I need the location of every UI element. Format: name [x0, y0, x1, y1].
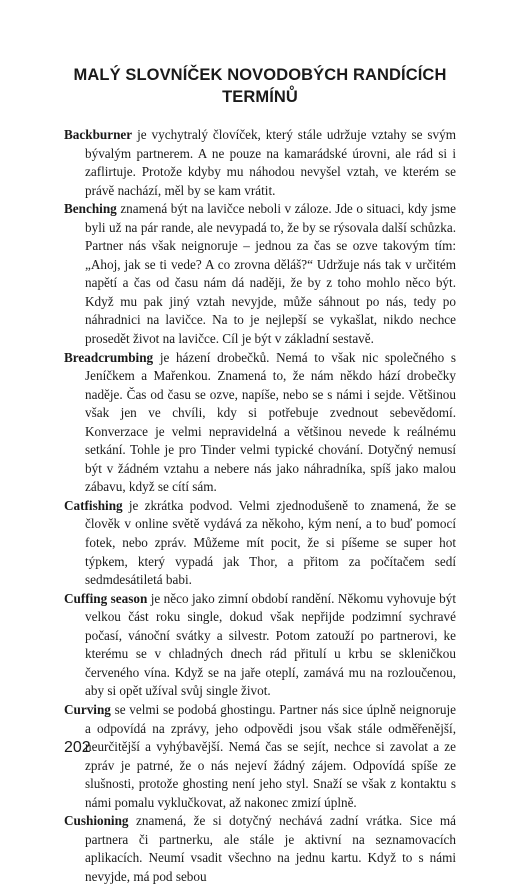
glossary-entry-breadcrumbing [64, 349, 456, 497]
glossary-entry-backburner [64, 126, 456, 200]
glossary-definition: je házení drobečků. Nemá to však nic společného s Jeníčkem a Mařenkou. Znamená to, že nám někdo hází drobečky naděje. Čas od času se ozve, napíše, nebo se s námi i sejde. Většinou však jen ve chvíli, kdy si potřebuje zvednout sebevědomí. Konverzace je velmi nepravidelná a většinou nevede k reálnému setkání. Tohle je pro Tinder velmi typické chování. Dotyčný nemusí být v žádném vztahu a nebere nás jako náhradníka, spíš jako malou zábavu, když se cítí sám. [85, 349, 456, 495]
glossary-term: Benching [64, 201, 117, 217]
glossary-definition: znamená být na lavičce neboli v záloze. Jde o situaci, kdy jsme byli už na pár rande, ale nevypadá to, že by se rýsovala další schůzka. Partner nás však neignoruje – jednou za čas se ozve takovým tím: „Ahoj, jak se ti vede? A co zrovna děláš?“ Udržuje nás tak v určitém napětí a čas od času nám dá naději, že by z toho mohlo něco být. Když mu pak jiný vztah nevyjde, může sáhnout po nás, tedy po náhradnici na lavičce. Na to je nejlepší se vykašlat, nikdo nechce prosedět život na lavičce. Cíl je být v základní sestavě. [85, 201, 456, 347]
glossary-entry-cuffing-season [64, 590, 456, 701]
page-number: 202 [64, 739, 91, 756]
glossary-term: Backburner [64, 127, 133, 142]
glossary-entries [64, 126, 456, 886]
glossary-term: Cuffing season [64, 590, 148, 606]
glossary-entry-curving [64, 701, 456, 812]
glossary-term: Curving [64, 701, 111, 717]
page-title: MALÝ SLOVNÍČEK NOVODOBÝCH RANDÍCÍCH TERMÍNŮ [73, 66, 447, 106]
glossary-definition: znamená, že si dotyčný nechává zadní vrátka. Sice má partnera či partnerku, ale stále je aktivní na seznamovacích aplikacích. Neumí vsadit všechno na jednu kartu. Když to s námi nevyjde, má pod sebou [85, 813, 456, 884]
glossary-definition: je zkrátka podvod. Velmi zjednodušeně to znamená, že se člověk v online světě vydává za někoho, kým není, a to buď pomocí fotek, nebo zpráv. Můžeme mít pocit, že si píšeme se super hot týpkem, který vypadá jak Thor, a přitom za počítačem sedí sedmdesátiletá babi. [85, 497, 456, 588]
glossary-entry-benching [64, 200, 456, 348]
glossary-term: Breadcrumbing [64, 349, 154, 365]
glossary-term: Cushioning [64, 813, 129, 829]
glossary-definition: se velmi se podobá ghostingu. Partner nás sice úplně neignoruje a odpovídá na zprávy, jeho odpovědi jsou však stále odměřenější, neurčitější a vyhýbavější. Nemá čas se sejít, nechce si zavolat a ze zpráv je patrné, že o nás nejeví žádný zájem. Odpovídá spíše ze slušnosti, protože ghosting není jeho styl. Snaží se však z kontaktu s námi pomalu vyklučkovat, až nakonec zmizí úplně. [85, 701, 456, 810]
glossary-entry-catfishing [64, 497, 456, 590]
glossary-definition: je vychytralý človíček, který stále udržuje vztahy se svým bývalým partnerem. A ne pouze na kamarádské úrovni, ale rád si i zaflirtuje. Protože kdyby mu náhodou nevyšel vztah, ve kterém se právě nachází, měl by se kam vrátit. [85, 127, 456, 198]
glossary-entry-cushioning [64, 812, 456, 886]
glossary-term: Catfishing [64, 497, 123, 513]
glossary-definition: je něco jako zimní období randění. Někomu vyhovuje být velkou část roku single, dokud však nepřijde podzimní sychravé počasí, vánoční svátky a silvestr. Potom zatouží po partnerovi, ke kterému se v chladných dnech rád přitulí u krbu se skleničkou červeného vína. Když se na jaře oteplí, zamává mu na rozloučenou, aby si opět užíval svůj single život. [85, 590, 457, 699]
